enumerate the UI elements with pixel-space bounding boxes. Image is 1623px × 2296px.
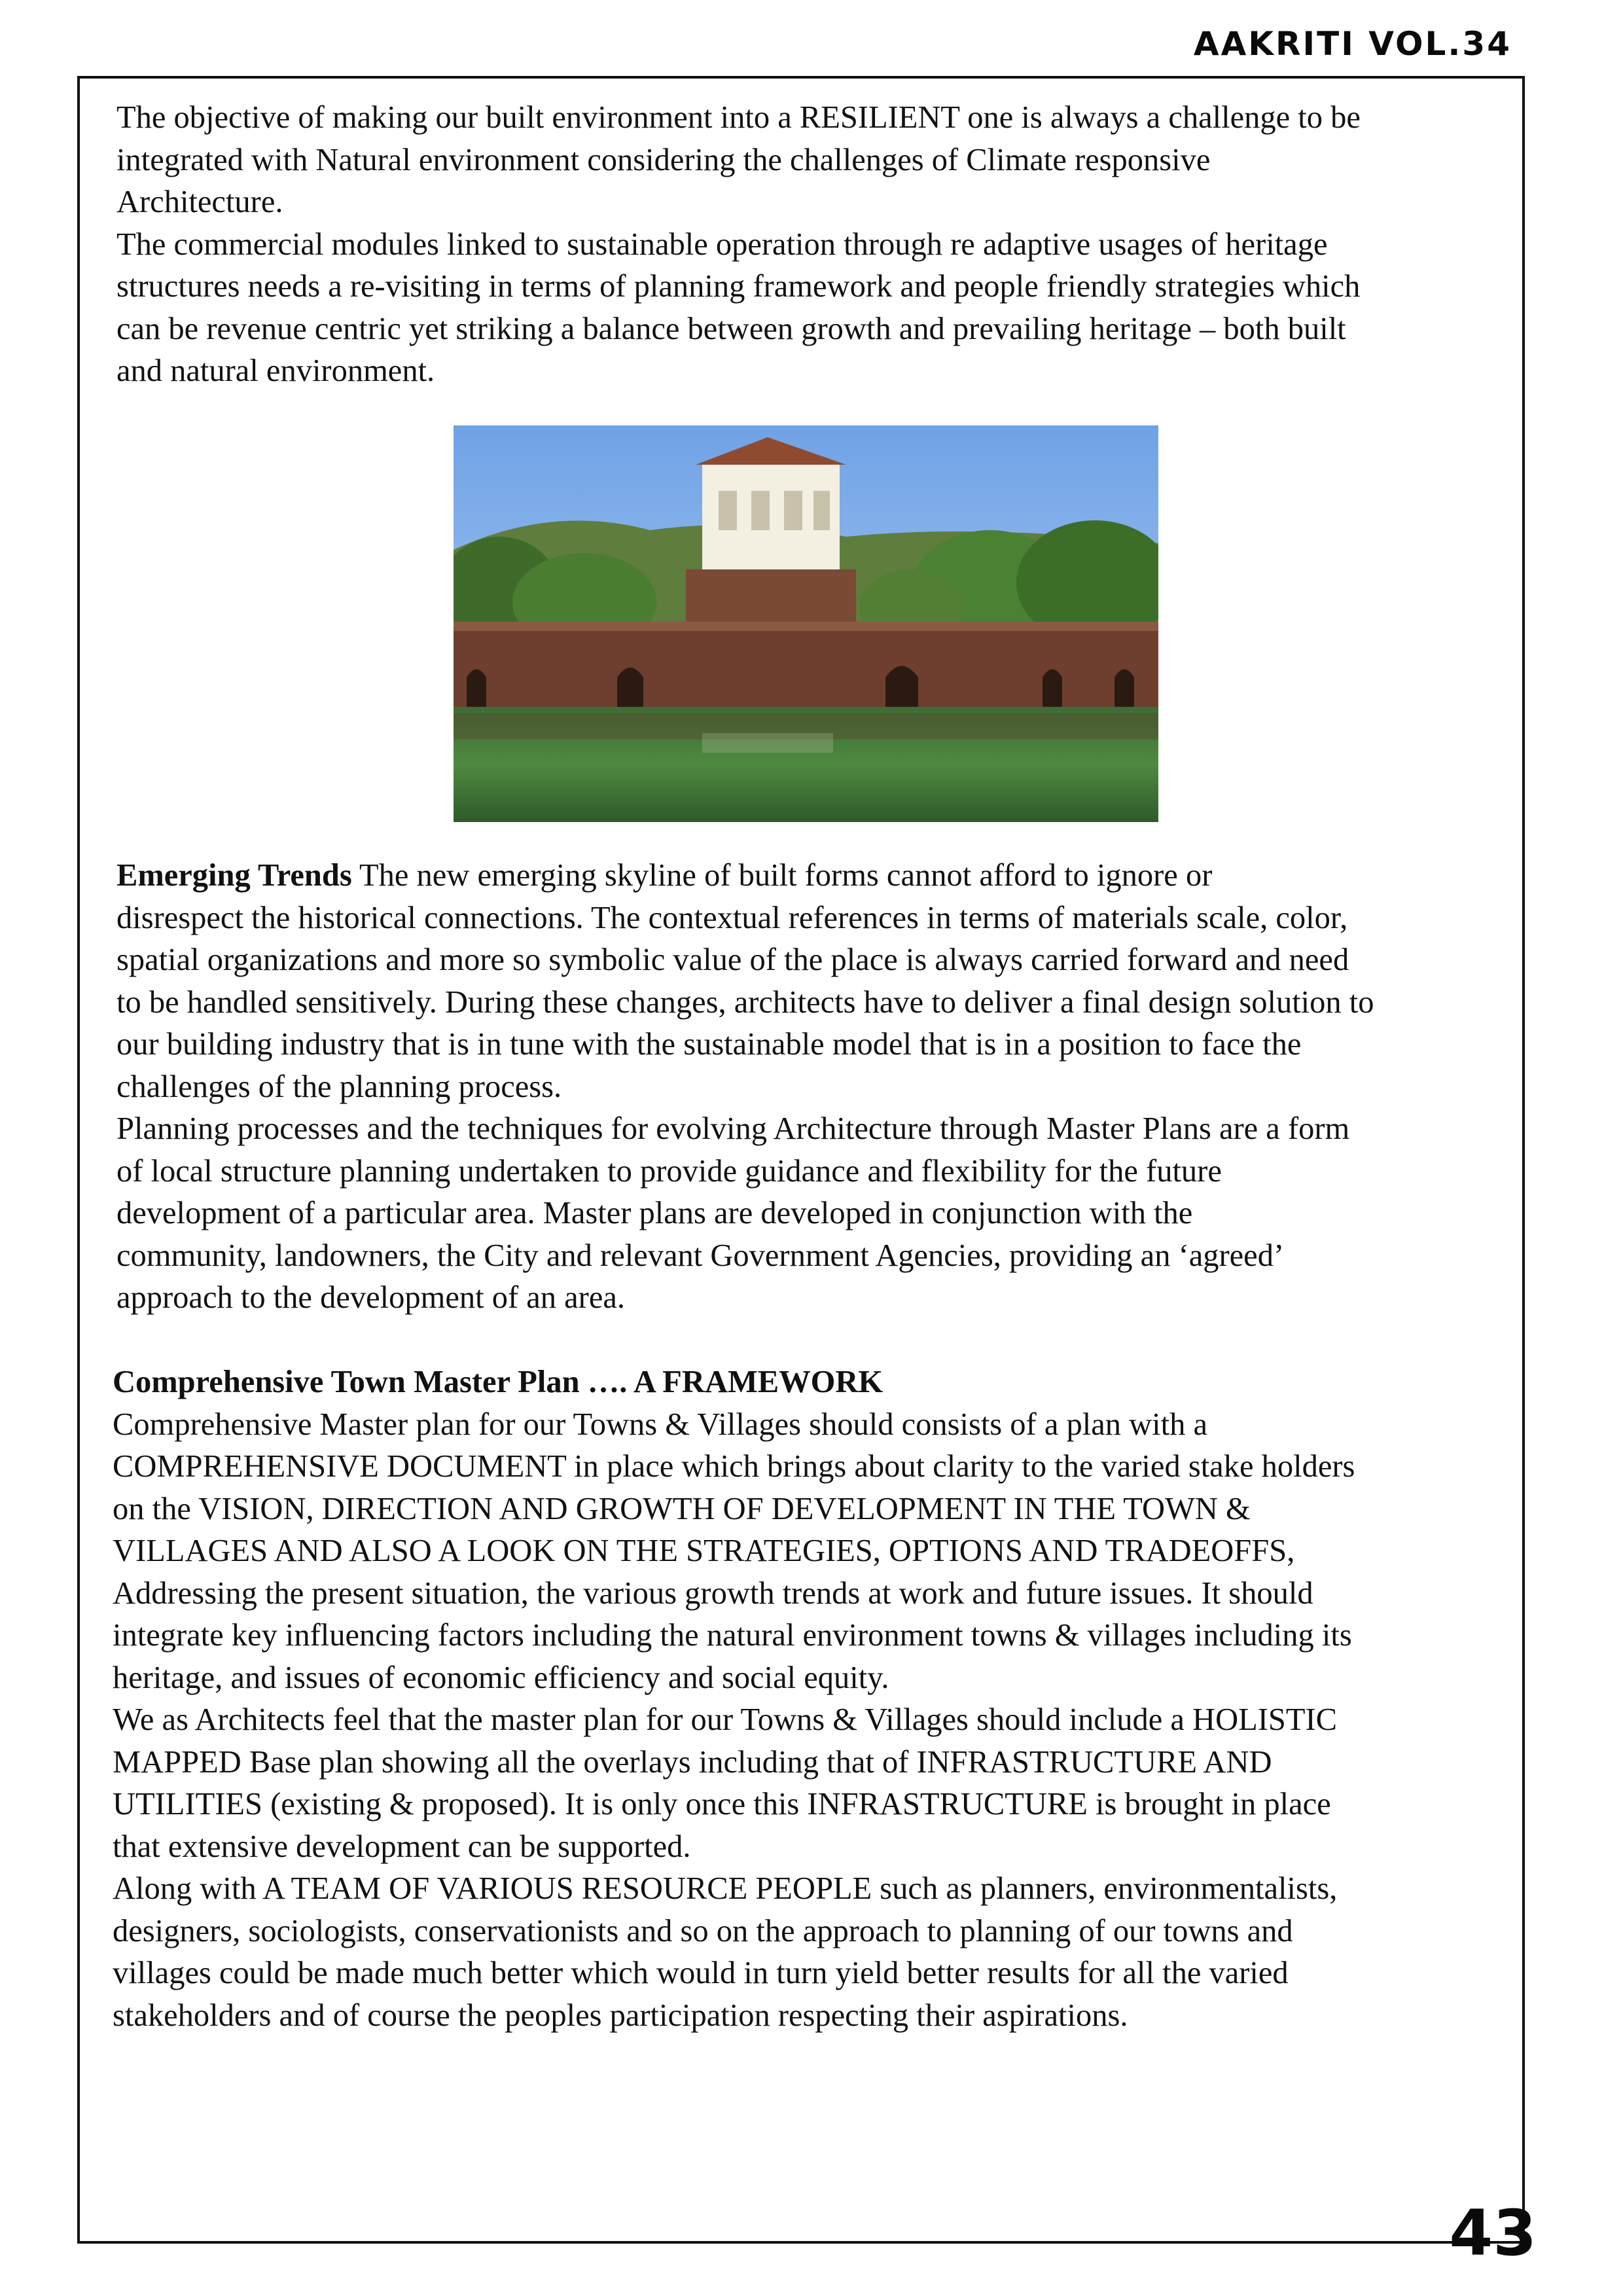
text-line: MAPPED Base plan showing all the overlays including that of INFRASTRUCTURE AND bbox=[113, 1744, 1272, 1780]
text-line: community, landowners, the City and relevant Government Agencies, providing an ‘agreed’ bbox=[116, 1238, 1285, 1273]
text-line: disrespect the historical connections. The contextual references in terms of materials scale, color, bbox=[116, 900, 1348, 935]
text-line: We as Architects feel that the master plan for our Towns & Villages should include a HOLISTIC bbox=[113, 1702, 1337, 1737]
framework-section bbox=[113, 1361, 1355, 2037]
text-line: integrate key influencing factors including the natural environment towns & villages including its bbox=[113, 1618, 1352, 1653]
text-line: UTILITIES (existing & proposed). It is only once this INFRASTRUCTURE is brought in place bbox=[113, 1787, 1331, 1821]
section-heading bbox=[113, 1361, 1355, 1404]
section-heading-text: Comprehensive Town Master Plan …. A FRAMEWORK bbox=[113, 1365, 883, 1399]
text-line: Comprehensive Master plan for our Towns & Villages should consists of a plan with a bbox=[113, 1407, 1207, 1442]
text-line: VILLAGES AND ALSO A LOOK ON THE STRATEGIES, OPTIONS AND TRADEOFFS, bbox=[113, 1534, 1295, 1568]
text-line: stakeholders and of course the peoples participation respecting their aspirations. bbox=[113, 1998, 1128, 2033]
text-line: villages could be made much better which would in turn yield better results for all the varied bbox=[113, 1956, 1289, 1990]
text-line: on the VISION, DIRECTION AND GROWTH OF DEVELOPMENT IN THE TOWN & bbox=[113, 1491, 1251, 1526]
text-line: heritage, and issues of economic efficiency and social equity. bbox=[113, 1660, 889, 1695]
text-line: approach to the development of an area. bbox=[116, 1280, 625, 1315]
text-line: integrated with Natural environment considering the challenges of Climate responsive bbox=[116, 142, 1211, 177]
magazine-header: AAKRITI VOL.34 bbox=[1193, 25, 1512, 63]
text-line: challenges of the planning process. bbox=[116, 1069, 562, 1104]
page-number: 43 bbox=[1449, 2197, 1537, 2270]
intro-paragraph bbox=[116, 97, 1361, 393]
text-line: COMPREHENSIVE DOCUMENT in place which brings about clarity to the varied stake holders bbox=[113, 1449, 1355, 1484]
text-line: Planning processes and the techniques for evolving Architecture through Master Plans are a form bbox=[116, 1111, 1350, 1146]
text-line: development of a particular area. Master plans are developed in conjunction with the bbox=[116, 1196, 1193, 1230]
text-line: spatial organizations and more so symbolic value of the place is always carried forward and need bbox=[116, 942, 1349, 977]
text-line: structures needs a re-visiting in terms of planning framework and people friendly strategies which bbox=[116, 269, 1361, 304]
emerging-trends-paragraph bbox=[116, 855, 1374, 1319]
text-line: The commercial modules linked to sustainable operation through re adaptive usages of heritage bbox=[116, 226, 1328, 262]
text-line: of local structure planning undertaken to provide guidance and flexibility for the future bbox=[116, 1153, 1222, 1189]
text-line: The objective of making our built environment into a RESILIENT one is always a challenge to be bbox=[116, 100, 1361, 135]
text-line bbox=[116, 855, 1374, 897]
text-line: to be handled sensitively. During these changes, architects have to deliver a final design solution to bbox=[116, 984, 1374, 1020]
text-line: our building industry that is in tune with the sustainable model that is in a position to face the bbox=[116, 1027, 1302, 1062]
heritage-building-photo bbox=[454, 425, 1158, 822]
text-line: Architecture. bbox=[116, 185, 283, 219]
text-line: Addressing the present situation, the various growth trends at work and future issues. It should bbox=[113, 1575, 1313, 1611]
text-line: that extensive development can be supported. bbox=[113, 1829, 691, 1864]
section-heading: Emerging Trends bbox=[116, 858, 352, 893]
text-line: Along with A TEAM OF VARIOUS RESOURCE PEOPLE such as planners, environmentalists, bbox=[113, 1871, 1338, 1906]
text-run: The new emerging skyline of built forms cannot afford to ignore or bbox=[351, 858, 1213, 893]
text-line: can be revenue centric yet striking a balance between growth and prevailing heritage – both built bbox=[116, 311, 1346, 346]
text-line: and natural environment. bbox=[116, 353, 435, 388]
text-line: designers, sociologists, conservationists and so on the approach to planning of our towns and bbox=[113, 1913, 1293, 1948]
